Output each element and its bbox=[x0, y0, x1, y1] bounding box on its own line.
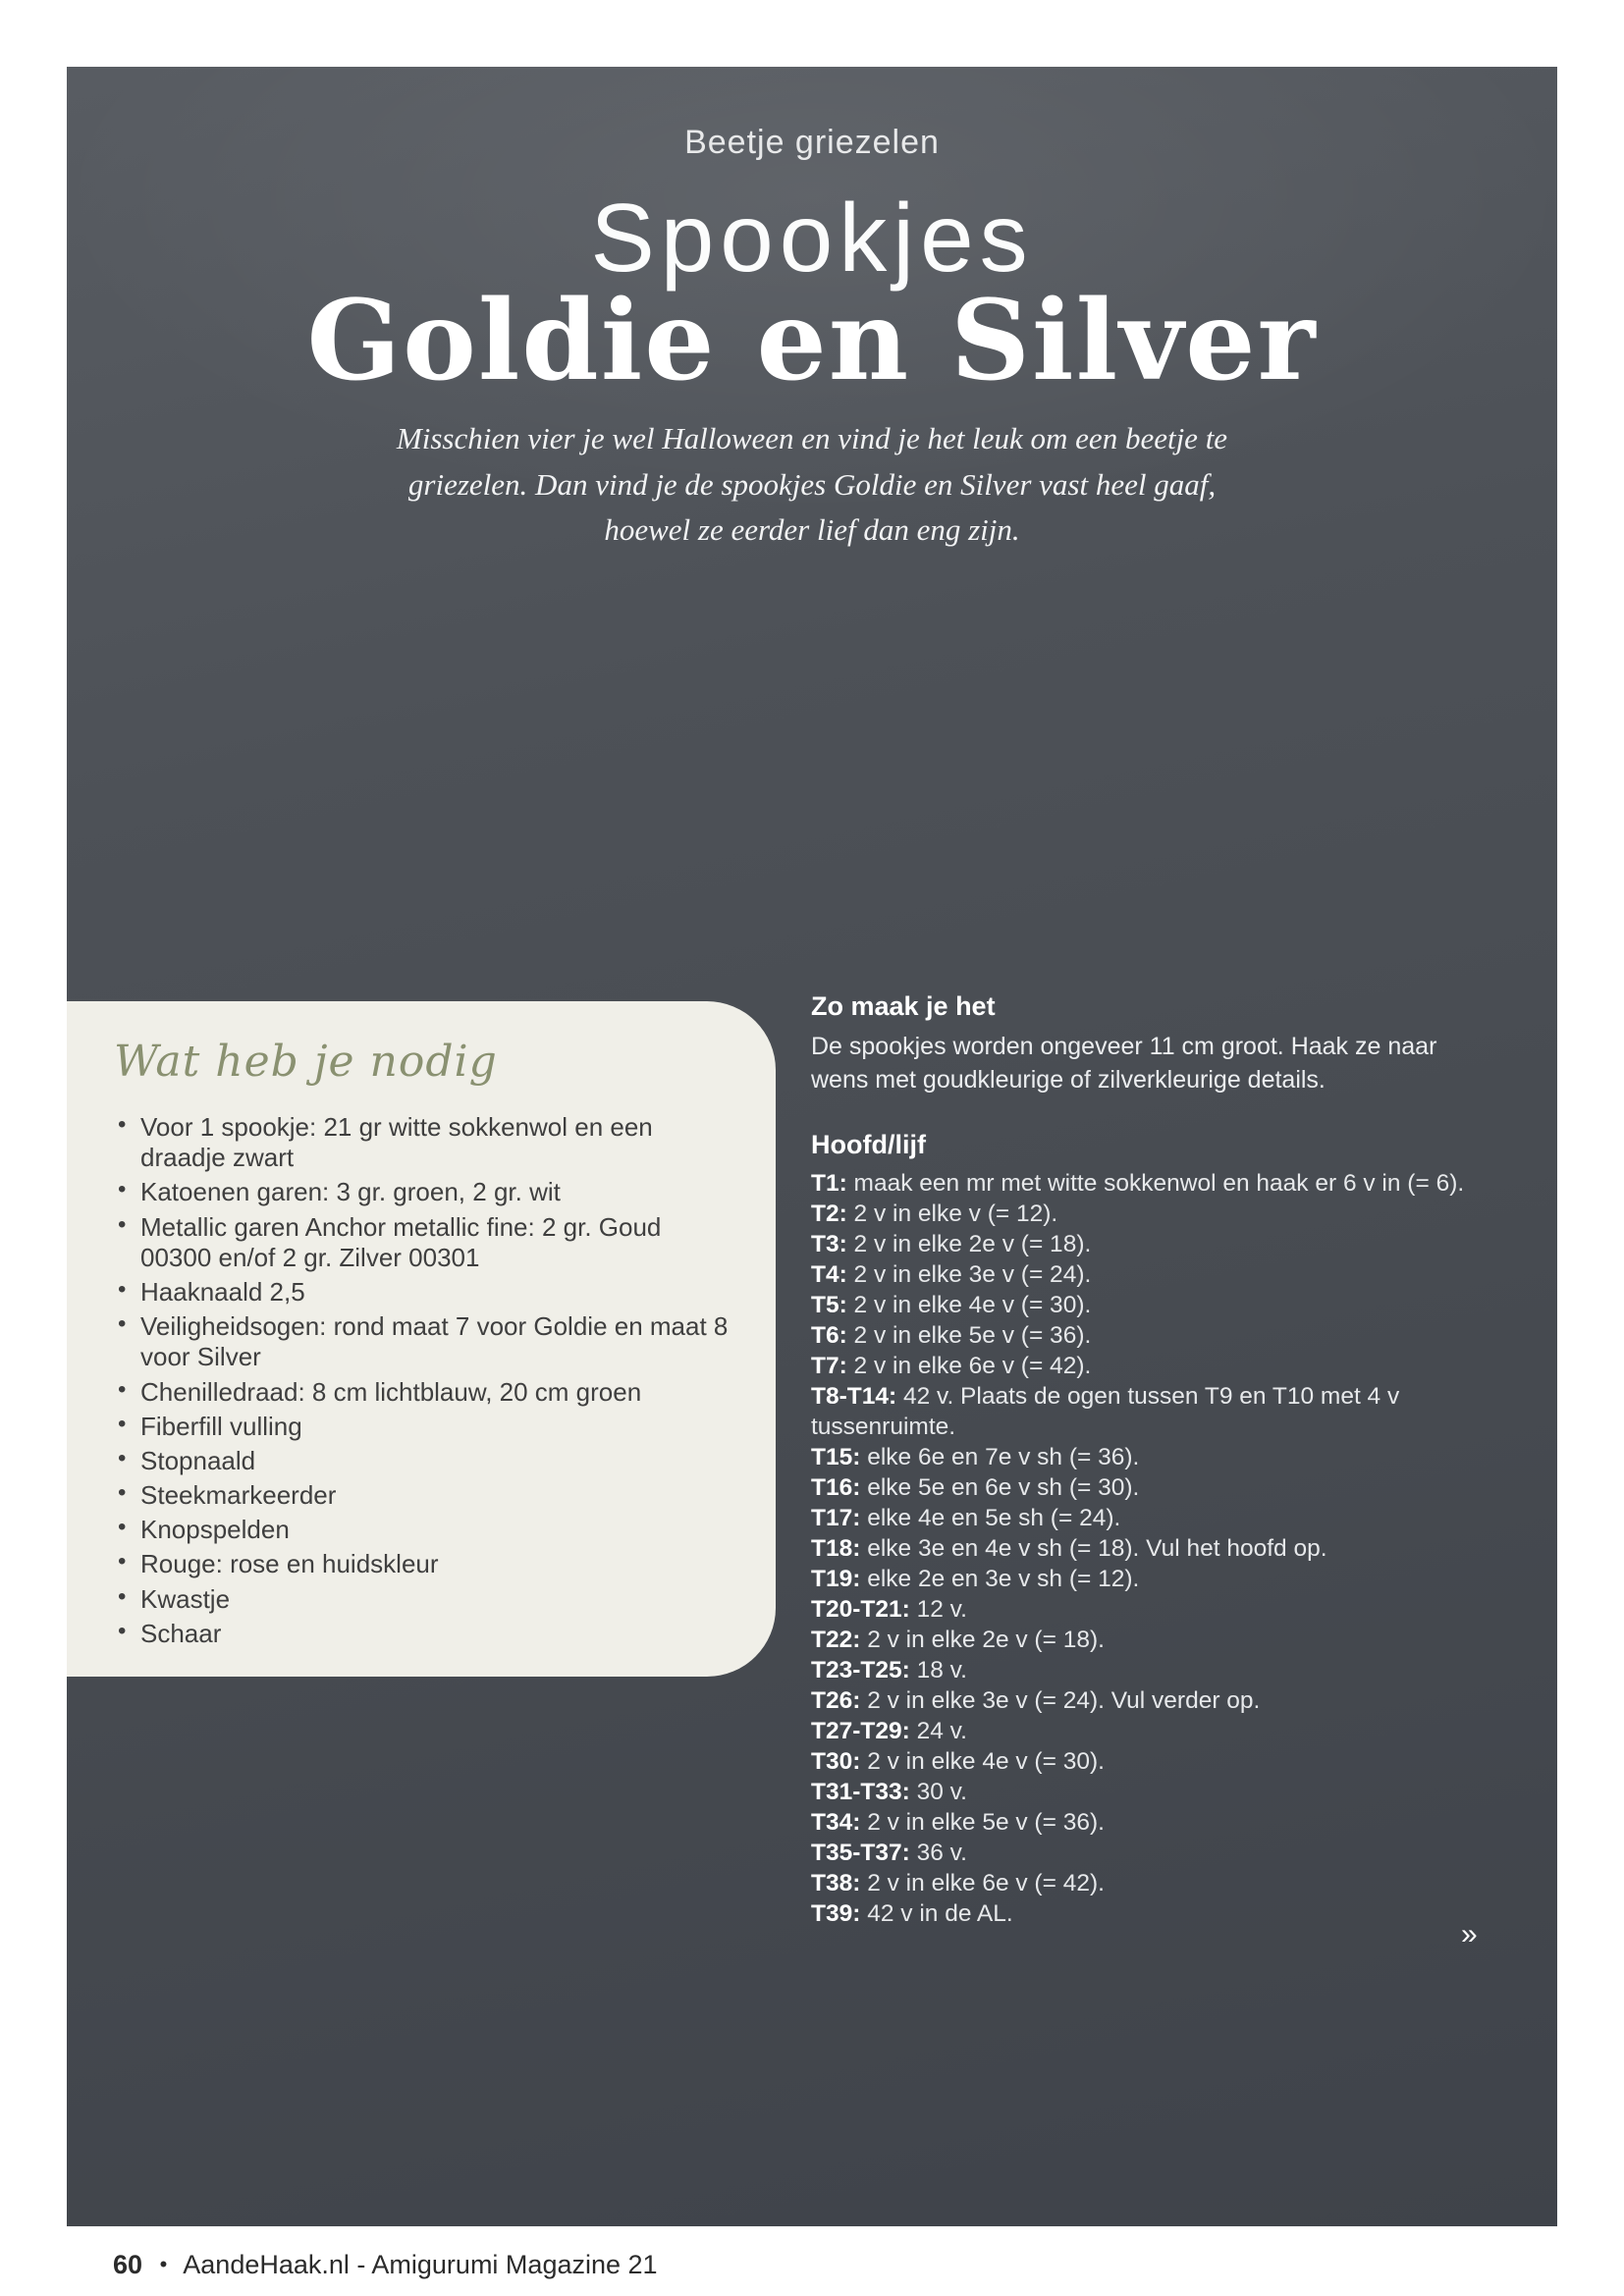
pattern-row-text: 2 v in elke 4e v (= 30). bbox=[846, 1292, 1092, 1318]
materials-item-text: Chenilledraad: 8 cm lichtblauw, 20 cm groen bbox=[140, 1376, 642, 1407]
materials-item-text: Kwastje bbox=[140, 1583, 231, 1614]
pattern-row bbox=[811, 1229, 1498, 1259]
pattern-row-text: maak een mr met witte sokkenwol en haak er 6 v in (= 6). bbox=[846, 1170, 1465, 1197]
pattern-row-label: T26: bbox=[811, 1687, 861, 1714]
pattern-row-label: T6: bbox=[811, 1322, 847, 1349]
bullet-icon: • bbox=[118, 1375, 127, 1403]
how-to-text: De spookjes worden ongeveer 11 cm groot. Haak ze naar wens met goudkleurige of zilverkleurige details. bbox=[811, 1033, 1437, 1094]
pattern-row-text: elke 3e en 4e v sh (= 18). Vul het hoofd op. bbox=[860, 1535, 1327, 1562]
pattern-row-text: 2 v in elke 5e v (= 36). bbox=[846, 1322, 1092, 1349]
section-heading: Hoofd/lijf bbox=[811, 1130, 926, 1159]
materials-item bbox=[114, 1377, 731, 1408]
pattern-row-text: 12 v. bbox=[909, 1596, 967, 1623]
pattern-row bbox=[811, 1838, 1498, 1868]
pattern-row-label: T15: bbox=[811, 1444, 861, 1470]
pattern-rows bbox=[811, 1168, 1498, 1929]
pattern-row bbox=[811, 1655, 1498, 1685]
title-goldie-en-silver: Goldie en Silver bbox=[306, 277, 1318, 405]
pattern-row bbox=[811, 1351, 1498, 1381]
pattern-row-text: 18 v. bbox=[909, 1657, 967, 1683]
continuation-arrows-icon: » bbox=[1461, 1918, 1478, 1950]
bullet-icon: • bbox=[118, 1514, 127, 1541]
pattern-row-label: T31-T33: bbox=[811, 1779, 910, 1805]
materials-item bbox=[114, 1480, 731, 1511]
pattern-row bbox=[811, 1746, 1498, 1777]
pattern-row bbox=[811, 1716, 1498, 1746]
pattern-row-label: T20-T21: bbox=[811, 1596, 910, 1623]
pattern-row-label: T39: bbox=[811, 1900, 861, 1927]
pattern-row bbox=[811, 1442, 1498, 1472]
bullet-icon: • bbox=[118, 1176, 127, 1203]
materials-item bbox=[114, 1619, 731, 1649]
materials-item-text: Veiligheidsogen: rond maat 7 voor Goldie en maat 8 voor Silver bbox=[140, 1311, 729, 1372]
materials-item-text: Katoenen garen: 3 gr. groen, 2 gr. wit bbox=[140, 1177, 561, 1207]
pattern-row-label: T27-T29: bbox=[811, 1718, 910, 1744]
pattern-row bbox=[811, 1168, 1498, 1199]
how-to-heading: Zo maak je het bbox=[811, 991, 996, 1021]
pattern-row bbox=[811, 1320, 1498, 1351]
pattern-row-label: T1: bbox=[811, 1170, 847, 1197]
footer-separator-icon: • bbox=[159, 2252, 168, 2276]
article-background bbox=[67, 67, 1557, 2226]
pattern-row-text: 30 v. bbox=[909, 1779, 967, 1805]
pattern-row-text: 2 v in elke 3e v (= 24). bbox=[846, 1261, 1092, 1288]
pattern-row-text: 42 v in de AL. bbox=[860, 1900, 1013, 1927]
bullet-icon: • bbox=[118, 1111, 127, 1138]
pattern-row-label: T30: bbox=[811, 1748, 861, 1775]
pattern-row-text: elke 5e en 6e v sh (= 30). bbox=[860, 1474, 1140, 1501]
pattern-row bbox=[811, 1777, 1498, 1807]
materials-item-text: Stopnaald bbox=[140, 1445, 256, 1475]
pattern-row-label: T38: bbox=[811, 1870, 861, 1896]
pattern-row-text: 2 v in elke 4e v (= 30). bbox=[860, 1748, 1105, 1775]
pattern-row-label: T2: bbox=[811, 1201, 847, 1227]
materials-item bbox=[114, 1412, 731, 1442]
bullet-icon: • bbox=[118, 1444, 127, 1471]
page-footer bbox=[113, 2250, 658, 2280]
pattern-row-text: elke 2e en 3e v sh (= 12). bbox=[860, 1566, 1140, 1592]
bullet-icon: • bbox=[118, 1548, 127, 1575]
pattern-row-text: 2 v in elke 5e v (= 36). bbox=[860, 1809, 1105, 1836]
page-number: 60 bbox=[113, 2250, 143, 2279]
pattern-row-text: 36 v. bbox=[909, 1840, 967, 1866]
pattern-row-text: 2 v in elke v (= 12). bbox=[846, 1201, 1058, 1227]
pattern-row bbox=[811, 1199, 1498, 1229]
pattern-row-text: 24 v. bbox=[909, 1718, 967, 1744]
pattern-row-label: T16: bbox=[811, 1474, 861, 1501]
materials-item bbox=[114, 1549, 731, 1579]
kicker: Beetje griezelen bbox=[684, 124, 940, 161]
title-spookjes: Spookjes bbox=[590, 184, 1034, 292]
pattern-row-label: T7: bbox=[811, 1353, 847, 1379]
pattern-row-text: 2 v in elke 2e v (= 18). bbox=[860, 1627, 1105, 1653]
materials-item bbox=[114, 1584, 731, 1615]
materials-item-text: Metallic garen Anchor metallic fine: 2 gr. Goud 00300 en/of 2 gr. Zilver 00301 bbox=[140, 1211, 662, 1272]
pattern-row-text: 2 v in elke 2e v (= 18). bbox=[846, 1231, 1092, 1257]
bullet-icon: • bbox=[118, 1275, 127, 1303]
pattern-row bbox=[811, 1868, 1498, 1898]
pattern-row-label: T35-T37: bbox=[811, 1840, 910, 1866]
pattern-row-label: T23-T25: bbox=[811, 1657, 910, 1683]
instructions-column bbox=[811, 991, 1498, 1929]
materials-item bbox=[114, 1515, 731, 1545]
pattern-row-text: 42 v. Plaats de ogen tussen T9 en T10 met 4 v tussenruimte. bbox=[811, 1383, 1400, 1440]
bullet-icon: • bbox=[118, 1617, 127, 1644]
pattern-row bbox=[811, 1594, 1498, 1625]
pattern-row-label: T22: bbox=[811, 1627, 861, 1653]
bullet-icon: • bbox=[118, 1210, 127, 1238]
materials-item-text: Voor 1 spookje: 21 gr witte sokkenwol en een draadje zwart bbox=[140, 1112, 653, 1173]
materials-item-text: Schaar bbox=[140, 1618, 222, 1648]
pattern-row bbox=[811, 1533, 1498, 1564]
pattern-row-label: T17: bbox=[811, 1505, 861, 1531]
materials-list bbox=[114, 1112, 731, 1649]
materials-item-text: Rouge: rose en huidskleur bbox=[140, 1549, 439, 1579]
materials-item-text: Haaknaald 2,5 bbox=[140, 1276, 305, 1307]
materials-item-text: Knopspelden bbox=[140, 1515, 290, 1545]
materials-panel bbox=[67, 1001, 776, 1677]
pattern-row-label: T4: bbox=[811, 1261, 847, 1288]
intro-paragraph: Misschien vier je wel Halloween en vind je het leuk om een beetje te griezelen. Dan vind je de spookjes Goldie en Silver vast heel gaaf, hoewel ze eerder lief dan eng zijn. bbox=[396, 421, 1228, 547]
pattern-row-label: T8-T14: bbox=[811, 1383, 897, 1410]
materials-item bbox=[114, 1277, 731, 1308]
materials-item-text: Steekmarkeerder bbox=[140, 1480, 337, 1511]
pattern-row bbox=[811, 1898, 1498, 1929]
pattern-row bbox=[811, 1564, 1498, 1594]
materials-item bbox=[114, 1177, 731, 1207]
pattern-row-text: elke 4e en 5e sh (= 24). bbox=[860, 1505, 1121, 1531]
pattern-row bbox=[811, 1290, 1498, 1320]
materials-item-text: Fiberfill vulling bbox=[140, 1411, 302, 1441]
pattern-row bbox=[811, 1472, 1498, 1503]
bullet-icon: • bbox=[118, 1410, 127, 1437]
bullet-icon: • bbox=[118, 1582, 127, 1610]
pattern-row-text: 2 v in elke 6e v (= 42). bbox=[846, 1353, 1092, 1379]
pattern-row bbox=[811, 1381, 1498, 1442]
footer-text: AandeHaak.nl - Amigurumi Magazine 21 bbox=[183, 2250, 658, 2279]
pattern-row-text: 2 v in elke 6e v (= 42). bbox=[860, 1870, 1105, 1896]
materials-item bbox=[114, 1212, 731, 1273]
materials-item bbox=[114, 1112, 731, 1173]
bullet-icon: • bbox=[118, 1310, 127, 1338]
pattern-row-text: 2 v in elke 3e v (= 24). Vul verder op. bbox=[860, 1687, 1261, 1714]
pattern-row-label: T18: bbox=[811, 1535, 861, 1562]
pattern-row bbox=[811, 1685, 1498, 1716]
pattern-row bbox=[811, 1259, 1498, 1290]
pattern-row-text: elke 6e en 7e v sh (= 36). bbox=[860, 1444, 1140, 1470]
materials-item bbox=[114, 1311, 731, 1372]
pattern-row-label: T34: bbox=[811, 1809, 861, 1836]
pattern-row bbox=[811, 1807, 1498, 1838]
bullet-icon: • bbox=[118, 1479, 127, 1507]
pattern-row-label: T5: bbox=[811, 1292, 847, 1318]
pattern-row bbox=[811, 1625, 1498, 1655]
materials-heading: Wat heb je nodig bbox=[114, 1037, 498, 1087]
pattern-row-label: T3: bbox=[811, 1231, 847, 1257]
pattern-row-label: T19: bbox=[811, 1566, 861, 1592]
pattern-row bbox=[811, 1503, 1498, 1533]
materials-item bbox=[114, 1446, 731, 1476]
